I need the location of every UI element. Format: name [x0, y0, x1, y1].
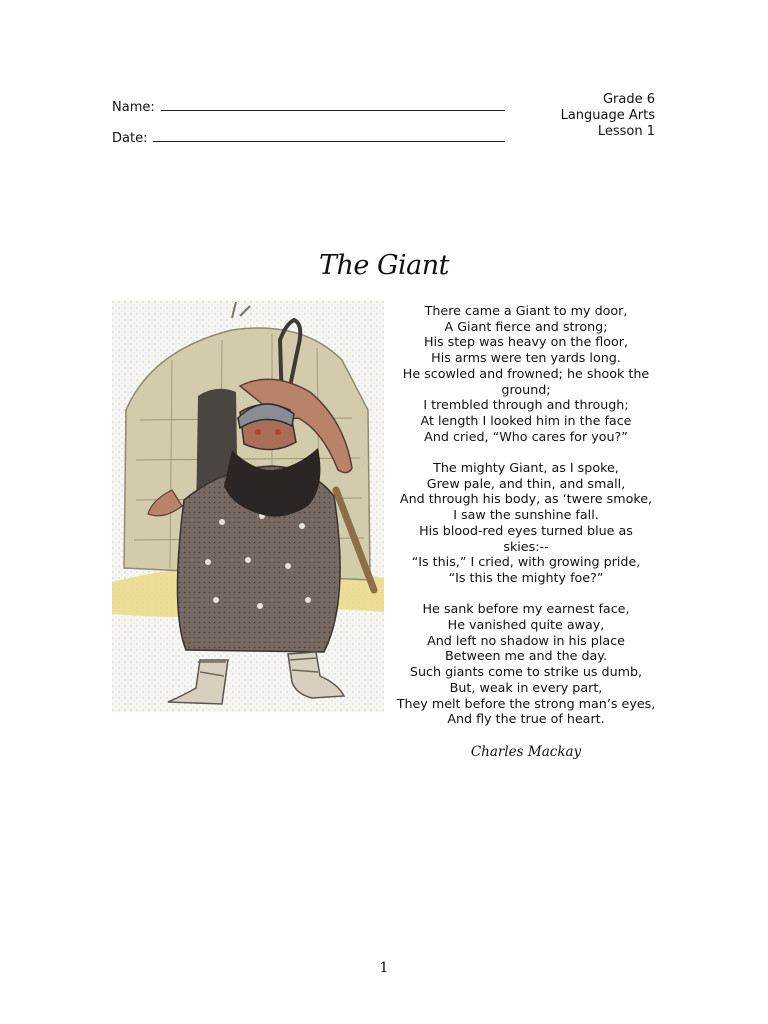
poem-title: The Giant [319, 250, 449, 281]
poem-line: And through his body, as ‘twere smoke, [399, 491, 653, 507]
name-label: Name: [112, 100, 155, 115]
poem-line: They melt before the strong man’s eyes, [396, 695, 656, 711]
poem-line: Such giants come to strike us dumb, [409, 664, 643, 680]
poem-line: And left no shadow in his place [427, 632, 625, 648]
subject-text: Language Arts [560, 108, 655, 123]
poem-line: His step was heavy on the floor, [423, 334, 629, 350]
giant-illustration [112, 300, 384, 712]
poem-line: And fly the true of heart. [447, 711, 605, 727]
poem-stanza [396, 303, 656, 444]
poem-line: ground; [501, 381, 551, 397]
grade-text: Grade 6 [602, 92, 655, 107]
poem-line: Grew pale, and thin, and small, [426, 475, 626, 491]
poem-line: The mighty Giant, as I spoke, [433, 460, 619, 476]
poem-author: Charles Mackay [470, 744, 582, 760]
poem-line: I saw the sunshine fall. [453, 507, 599, 523]
date-row [112, 123, 505, 154]
poem-line: I trembled through and through; [423, 397, 629, 413]
poem-line: Between me and the day. [444, 648, 608, 664]
date-label: Date: [112, 131, 148, 146]
course-info [561, 92, 655, 140]
poem-line: At length I looked him in the face [420, 412, 632, 428]
date-blank-line [153, 127, 505, 142]
poem-line: A Giant fierce and strong; [444, 318, 608, 334]
poem-line: His blood-red eyes turned blue as [419, 522, 633, 538]
poem-line: He vanished quite away, [447, 617, 605, 633]
poem-stanza [396, 601, 656, 727]
name-blank-line [161, 96, 505, 111]
name-row [112, 92, 505, 123]
poem-line: “Is this,” I cried, with growing pride, [411, 554, 641, 570]
poem-stanza [396, 460, 656, 586]
poem-line: And cried, “Who cares for you?” [424, 428, 628, 444]
poem-line: His arms were ten yards long. [431, 350, 621, 366]
poem-line: He sank before my earnest face, [422, 601, 630, 617]
poem-line: “Is this the mighty foe?” [448, 569, 604, 585]
poem-line: But, weak in every part, [449, 679, 603, 695]
worksheet-header-fields [112, 92, 505, 154]
poem-line: There came a Giant to my door, [424, 303, 628, 318]
page-number: 1 [379, 960, 389, 976]
poem-line: He scowled and frowned; he shook the [402, 365, 650, 381]
giant-warrior-icon [112, 300, 384, 712]
poem-text [396, 303, 656, 743]
lesson-text: Lesson 1 [597, 124, 655, 139]
poem-line: skies:-- [503, 538, 549, 554]
